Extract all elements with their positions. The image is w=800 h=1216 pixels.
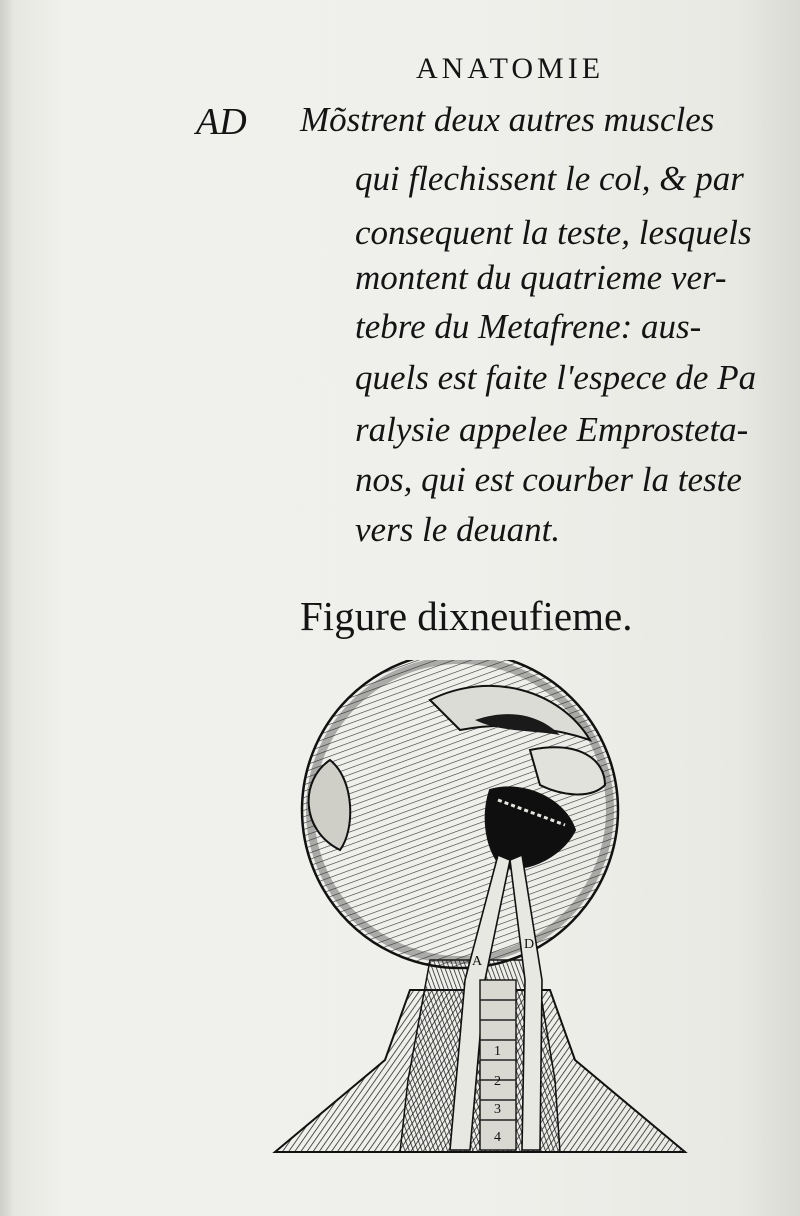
- entry-marker: AD: [196, 101, 247, 143]
- label-vertebra-1: 1: [494, 1044, 501, 1059]
- entry-line-7: ralysie appelee Emprosteta-: [355, 410, 749, 449]
- vertebral-column: [480, 980, 516, 1150]
- entry-line-8: nos, qui est courber la teste: [355, 460, 742, 499]
- entry-line-2: qui flechissent le col, & par: [355, 159, 744, 198]
- label-a: A: [472, 954, 483, 969]
- entry-line-6: quels est faite l'espece de Pa: [355, 358, 757, 397]
- page-gutter-shadow: [0, 0, 14, 1216]
- entry-line-9: vers le deuant.: [355, 510, 561, 549]
- label-d: D: [524, 937, 535, 952]
- entry-line-4: montent du quatrieme ver-: [355, 258, 727, 297]
- anatomical-woodcut: [260, 660, 700, 1170]
- running-header: ANATOMIE: [415, 52, 605, 85]
- label-vertebra-3: 3: [494, 1102, 501, 1117]
- label-vertebra-2: 2: [494, 1074, 501, 1089]
- label-vertebra-4: 4: [494, 1130, 501, 1145]
- entry-line-3: consequent la teste, lesquels: [355, 213, 752, 252]
- entry-line-5: tebre du Metafrene: aus-: [355, 307, 702, 346]
- woodcut-illustration: [260, 660, 700, 1170]
- entry-line-1: Mõstrent deux autres muscles: [300, 100, 715, 139]
- figure-caption: Figure dixneufieme.: [300, 593, 633, 639]
